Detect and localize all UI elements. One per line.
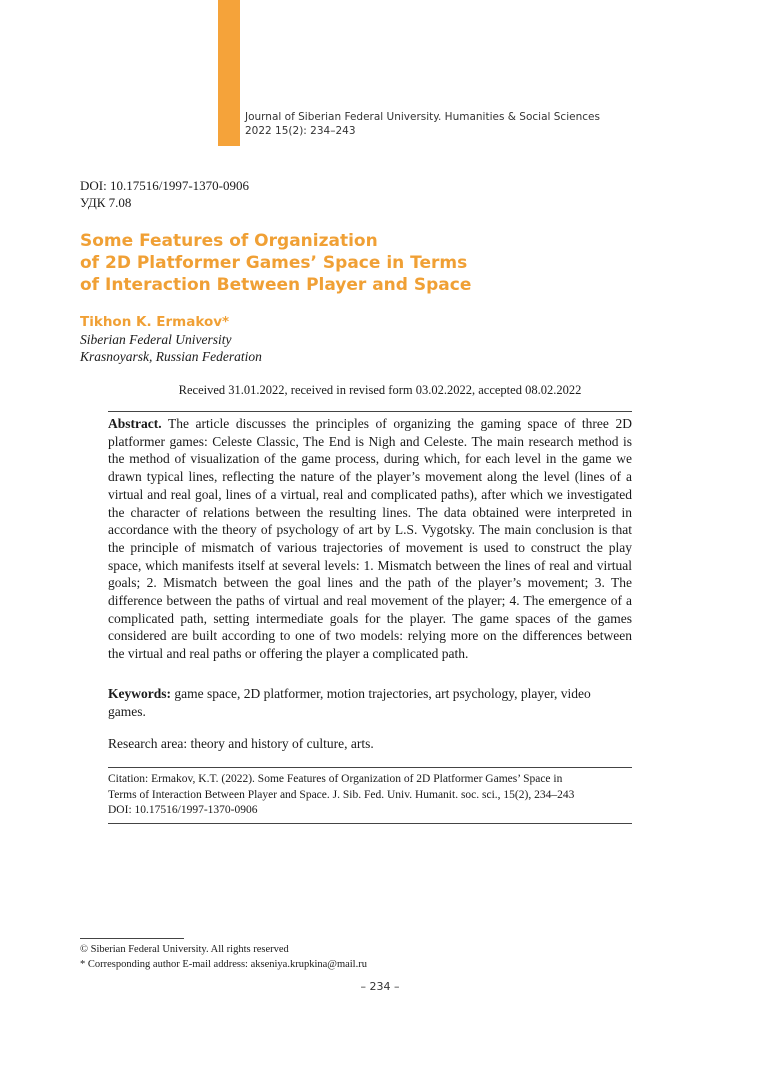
affiliation-location: Krasnoyarsk, Russian Federation: [80, 349, 262, 364]
keywords: [108, 685, 632, 720]
copyright-note: © Siberian Federal University. All rights reserved: [80, 944, 289, 955]
journal-accent-bar: [218, 0, 240, 146]
page-number: – 234 –: [360, 980, 400, 993]
title-line-2: of 2D Platformer Games’ Space in Terms: [80, 253, 468, 273]
abstract-label: Abstract.: [108, 416, 162, 431]
received-dates: Received 31.01.2022, received in revised form 03.02.2022, accepted 08.02.2022: [178, 383, 582, 397]
citation: [108, 772, 632, 819]
journal-issue: 2022 15(2): 234–243: [245, 125, 356, 137]
journal-name: Journal of Siberian Federal University. Humanities & Social Sciences: [245, 111, 600, 123]
citation-top-rule: [108, 767, 632, 768]
title-line-3: of Interaction Between Player and Space: [80, 275, 472, 295]
footnotes: [80, 943, 367, 972]
author-name: Tikhon K. Ermakov*: [80, 314, 230, 330]
research-area: Research area: theory and history of culture, arts.: [108, 736, 374, 751]
corresponding-author-note: * Corresponding author E-mail address: akseniya.krupkina@mail.ru: [80, 958, 367, 970]
footnote-rule: [80, 938, 184, 939]
citation-line-1: Citation: Ermakov, K.T. (2022). Some Features of Organization of 2D Platformer Games’ Space in: [108, 773, 563, 785]
udk: УДК 7.08: [80, 195, 132, 210]
article-title: [80, 230, 640, 296]
citation-line-3: DOI: 10.17516/1997-1370-0906: [108, 804, 258, 816]
citation-line-2: Terms of Interaction Between Player and Space. J. Sib. Fed. Univ. Humanit. soc. sci., 15(2), 234–243: [108, 788, 575, 801]
abstract-text: The article discusses the principles of organizing the gaming space of three 2D platformer games: Celeste Classic, The End is Nigh and Celeste. The main research method is the method of visualization of the game process, during which, for each level in the game we drawn typical lines, reflecting the nature of the player’s movement along the level (lines of a virtual and real goal, lines of a virtual, real and complicated paths), after which we investigated the character of relations between the resulting lines. The data obtained were interpreted in accordance with the theory of psychology of art by L.S. Vygotsky. The main conclusion is that the principle of mismatch of various trajectories of movement is used to construct the play space, which manifests itself at several levels: 1. Mismatch between the lines of real and virtual goals; 2. Mismatch between the goal lines and the path of the player’s movement; 3. The difference between the paths of virtual and real movement of the player; 4. The emergence of a complicated path, setting intermediate goals for the player. The game spaces of the games considered are built according to one of two models: relying more on the differences between the virtual and real paths or offering the player a complicated path.: [108, 416, 632, 662]
journal-header: [245, 110, 600, 138]
keywords-text: game space, 2D platformer, motion trajectories, art psychology, player, video games.: [108, 686, 591, 719]
affiliation-university: Siberian Federal University: [80, 332, 232, 347]
abstract: [108, 415, 632, 663]
doi-block: [80, 177, 249, 211]
citation-bottom-rule: [108, 823, 632, 824]
author-affiliation: [80, 331, 262, 365]
title-line-1: Some Features of Organization: [80, 231, 378, 251]
keywords-label: Keywords:: [108, 686, 171, 701]
doi: DOI: 10.17516/1997-1370-0906: [80, 178, 249, 193]
abstract-top-rule: [108, 411, 632, 412]
